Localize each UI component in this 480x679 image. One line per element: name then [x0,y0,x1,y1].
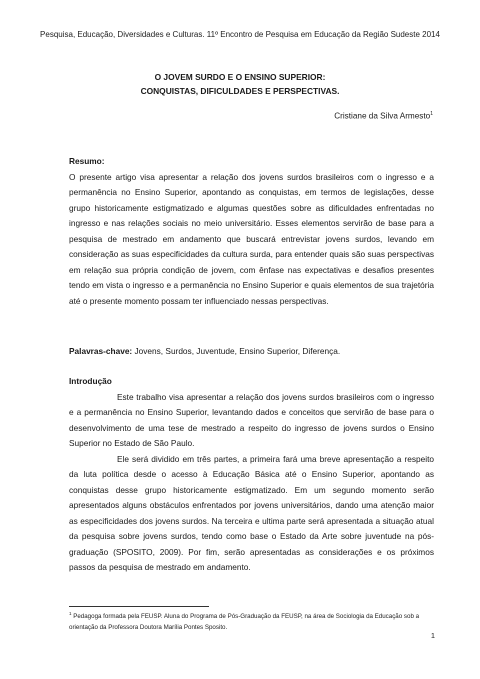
footnote-text: Pedagoga formada pela FEUSP. Aluna do Programa de Pós-Graduação da FEUSP, na área de Sociologia da Educação sob a orientação da Professora Doutora Marília Pontes Sposito. [69,613,420,631]
keywords-line [69,344,434,360]
introduction-section [69,374,434,576]
running-header: Pesquisa, Educação, Diversidades e Culturas. 11º Encontro de Pesquisa em Educação da Região Sudeste 2014 [40,30,440,39]
abstract-section [69,154,434,309]
keywords-section [69,344,434,360]
footnote-marker: 1 [69,611,72,616]
keywords-label: Palavras-chave: [69,346,133,356]
introduction-paragraph-1: Este trabalho visa apresentar a relação dos jovens surdos brasileiros com o ingresso e a permanência no Ensino Superior, levantando dados e conceitos que servirão de base para o desenvolvimento de uma tese de mestrado a respeito do ingresso de jovens surdos o Ensino Superior no Estado de São Paulo. [69,391,434,448]
author-name: Cristiane da Silva Armesto [334,111,431,121]
introduction-paragraph-2: Ele será dividido em três partes, a primeira fará uma breve apresentação a respeito da luta política desde o acesso à Educação Básica até o Ensino Superior, apontando as conquistas desse grupo historicamente estigmatizado. Em um segundo momento serão apresentados alguns obstáculos enfrentados por jovens universitários, dando uma atenção maior as especificidades dos jovens surdos. Na terceira e ultima parte será apresentada a situação atual da pesquisa sobre jovens surdos, tendo como base o Estado da Arte sobre juventude na pós-graduação (SPOSITO, 2009). Por fim, serão apresentadas as considerações e os próximos passos da pesquisa de mestrado em andamento. [69,453,434,572]
author-footnote-marker: 1 [430,111,433,117]
page-number: 1 [430,631,435,640]
abstract-heading: Resumo: [69,156,105,166]
keywords-text: Jovens, Surdos, Juventude, Ensino Superior, Diferença. [132,346,341,356]
abstract-text: O presente artigo visa apresentar a relação dos jovens surdos brasileiros com o ingresso e a permanência no Ensino Superior, apontando as conquistas, em termos de legislações, desse grupo historicamente estigmatizado e algumas questões sobre as dificuldades enfrentadas no ingresso e nas relações sociais no meio universitário. Esses elementos servirão de base para a pesquisa de mestrado em andamento que buscará entrevistar jovens surdos, levando em consideração as suas especificidades da cultura surda, para entender quais são suas perspectivas em relação sua própria condição de jovem, com ênfase nas expectativas e desafios presentes tendo em vista o ingresso e a permanência no Ensino Superior e quais elementos de sua trajetória até o presente momento possam ter influenciado nessas perspectivas. [69,171,434,306]
paper-title [0,70,480,98]
footnote [69,609,434,633]
footnote-divider [69,606,209,607]
title-line-2: CONQUISTAS, DIFICULDADES E PERSPECTIVAS. [140,86,340,96]
title-line-1: O JOVEM SURDO E O ENSINO SUPERIOR: [154,72,326,82]
author-line [334,111,433,121]
introduction-heading: Introdução [69,376,112,386]
